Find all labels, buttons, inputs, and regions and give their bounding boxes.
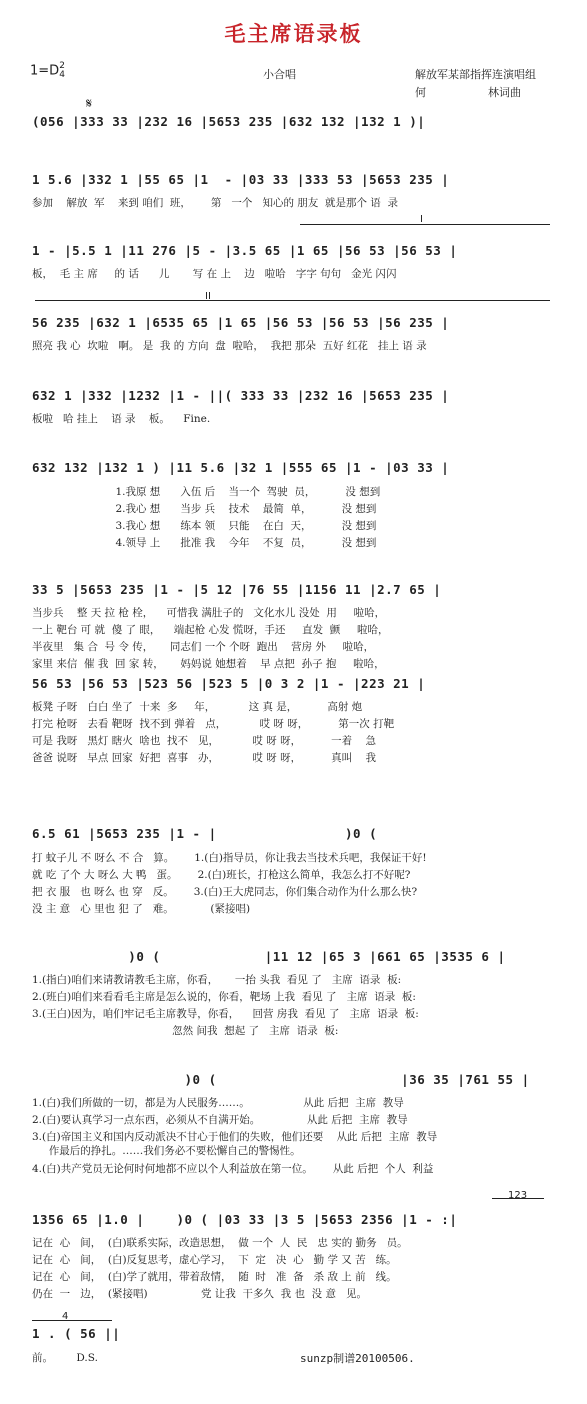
notation-row-3: 1 - |5.5 1 |11 276 |5 - |3.5 65 |1 65 |56 53 |56 53 | — [32, 243, 458, 258]
lyric-row-7-3: 半夜里 集 合 号 令 传， 同志们 一个 个呀 跑出 营房 外 啦哈， — [32, 641, 375, 653]
first-ending-label: I — [420, 214, 423, 225]
transcriber-credit: sunzp制谱20100506. — [300, 1352, 415, 1365]
lyric-row-12-4: 仍在 一 边， (紧接唱) 党 让我 干多久 我 也 没 意 见。 — [32, 1288, 368, 1300]
song-title: 毛主席语录板 — [224, 21, 363, 46]
lyric-row-11-3: 3.(白)帝国主义和国内反动派决不甘心于他们的失败，他们还要 从此 后把 主席 教导 — [32, 1131, 438, 1143]
lyricist: 何 — [415, 86, 426, 99]
notation-row-1: (056 |333 33 |232 16 |5653 235 |632 132 |132 1 )| — [32, 114, 426, 129]
lyric-row-4-1: 照亮 我 心 坎啦 啊。 是 我 的 方向 盘 啦哈， 我把 那朵 五好 红花 挂上 语 录 — [32, 340, 427, 352]
segno-mark: 𝄋 — [86, 96, 93, 112]
notation-row-4: 56 235 |632 1 |6535 65 |1 65 |56 53 |56 53 |56 235 | — [32, 315, 450, 330]
notation-row-13: 1 . ( 56 || — [32, 1326, 121, 1341]
lyric-row-9-4: 没 主 意 心 里也 犯 了 难。 (紧接唱) — [32, 903, 251, 915]
lyric-row-10-3: 3.(王白)因为，咱们牢记毛主席教导，你看， 回营 房我 看见 了 主席 语录 板: — [32, 1008, 419, 1020]
lyric-row-11-2: 2.(白)要认真学习一点东西，必须从不自满开始。 从此 后把 主席 教导 — [32, 1114, 408, 1126]
lyric-row-7-2: 一上 靶台 可 就 傻 了 眼， 端起枪 心发 慌呀，手还 直发 颤 啦哈， — [32, 624, 389, 636]
time-numerator: 2 — [59, 61, 65, 71]
lyric-row-11-4: 作最后的挣扎。……我们务必不要松懈自己的警惕性。 — [32, 1145, 301, 1157]
lyric-row-2-1: 参加 解放 军 来到 咱们 班， 第 一个 知心的 朋友 就是那个 语 录 — [32, 197, 398, 209]
lyric-row-8-4: 爸爸 说呀 早点 回家 好把 喜事 办， 哎 呀 呀， 真叫 我 — [32, 752, 376, 764]
composer: 林词曲 — [488, 86, 521, 99]
lyric-row-8-3: 可是 我呀 黑灯 瞎火 啥也 找不 见， 哎 呀 呀， 一着 急 — [32, 735, 376, 747]
performer: 解放军某部指挥连演唱组 — [415, 68, 536, 81]
key-prefix: 1=D — [30, 63, 60, 79]
notation-row-7: 33 5 |5653 235 |1 - |5 12 |76 55 |1156 11 |2.7 65 | — [32, 582, 442, 597]
lyric-row-12-2: 记在 心 间， (白)反复思考，虚心学习， 下 定 决 心 勤 学 又 苦 练。 — [32, 1254, 397, 1266]
lyric-row-5-1: 板啦 哈 挂上 语 录 板。 Fine. — [32, 413, 211, 425]
notation-row-10: )0 ( |11 12 |65 3 |661 65 |3535 6 | — [32, 949, 506, 964]
lyric-row-11-1: 1.(白)我们所做的一切，都是为人民服务……。 从此 后把 主席 教导 — [32, 1097, 404, 1109]
lyric-row-6-2: 2.我心 想 当步 兵 技术 最简 单， 没 想到 — [32, 503, 377, 515]
lyric-row-9-1: 打 蚊子儿 不 呀么 不 合 算。 1.(白)指导员，你让我去当技术兵吧，我保证干好! — [32, 852, 427, 864]
lyric-row-6-4: 4.领导 上 批准 我 今年 不复 员， 没 想到 — [32, 537, 377, 549]
first-ending-line — [300, 224, 550, 225]
notation-row-9: 6.5 61 |5653 235 |1 - | )0 ( — [32, 826, 386, 841]
lyric-row-7-4: 家里 来信 催 我 回 家 转， 妈妈说 她想着 早 点把 孙子 抱 啦哈， — [32, 658, 385, 670]
notation-row-12: 1356 65 |1.0 | )0 ( |03 33 |3 5 |5653 2356 |1 - :| — [32, 1212, 458, 1227]
lyric-row-12-1: 记在 心 间， (白)联系实际，改造思想， 做 一个 人 民 忠 实的 勤务 员。 — [32, 1237, 408, 1249]
lyric-row-10-4: 忽然 间我 想起 了 主席 语录 板: — [32, 1025, 339, 1037]
key-signature — [30, 62, 65, 80]
second-ending-label: II — [205, 291, 211, 302]
lyric-row-13-1: 前。 D.S. — [32, 1352, 98, 1364]
lyric-row-9-3: 把 衣 服 也 呀么 也 穿 反。 3.(白)王大虎同志，你们集合动作为什么那么快? — [32, 886, 418, 898]
second-ending-line — [35, 300, 550, 301]
lyric-row-7-1: 当步兵 整 天 拉 枪 栓， 可惜我 满肚子的 文化水儿 没处 用 啦哈， — [32, 607, 386, 619]
lyric-row-12-3: 记在 心 间， (白)学了就用，带着敌情， 随 时 准 备 杀 敌 上 前 线。 — [32, 1271, 397, 1283]
time-signature — [59, 62, 65, 80]
lyric-row-9-2: 就 吃 了个 大 呀么 大 鸭 蛋。 2.(白)班长，打枪这么简单，我怎么打不好呢? — [32, 869, 411, 881]
notation-row-6: 632 132 |132 1 ) |11 5.6 |32 1 |555 65 |1 - |03 33 | — [32, 460, 450, 475]
lyric-row-8-1: 板凳 子呀 白白 坐了 十来 多 年， 这 真 是， 高射 炮 — [32, 701, 363, 713]
time-denominator: 4 — [59, 70, 65, 80]
notation-row-11: )0 ( |36 35 |761 55 | — [32, 1072, 530, 1087]
ending-4-line — [32, 1320, 112, 1321]
lyric-row-3-1: 板， 毛 主 席 的 话 儿 写 在 上 边 啦哈 字字 句句 金光 闪闪 — [32, 268, 397, 280]
notation-row-8: 56 53 |56 53 |523 56 |523 5 |0 3 2 |1 - |223 21 | — [32, 676, 426, 691]
song-form: 小合唱 — [263, 68, 296, 81]
lyric-row-6-3: 3.我心 想 练本 领 只能 在白 天， 没 想到 — [32, 520, 377, 532]
notation-row-5: 632 1 |332 |1232 |1 - ||( 333 33 |232 16 |5653 235 | — [32, 388, 450, 403]
lyric-row-11-5: 4.(白)共产党员无论何时何地都不应以个人利益放在第一位。 从此 后把 个人 利益 — [32, 1163, 434, 1175]
lyric-row-8-2: 打完 枪呀 去看 靶呀 找不到 弹着 点， 哎 呀 呀， 第一次 打靶 — [32, 718, 395, 730]
lyric-row-6-1: 1.我原 想 入伍 后 当一个 驾驶 员， 没 想到 — [32, 486, 381, 498]
lyric-row-10-2: 2.(班白)咱们来看看毛主席是怎么说的，你看，靶场 上我 看见 了 主席 语录 板: — [32, 991, 416, 1003]
ending-4-label: 4 — [62, 1311, 69, 1322]
lyric-row-10-1: 1.(指白)咱们来请教请教毛主席，你看， 一抬 头我 看见 了 主席 语录 板: — [32, 974, 402, 986]
notation-row-2: 1 5.6 |332 1 |55 65 |1 - |03 33 |333 53 |5653 235 | — [32, 172, 450, 187]
ending-123-label: 123 — [508, 1190, 528, 1201]
